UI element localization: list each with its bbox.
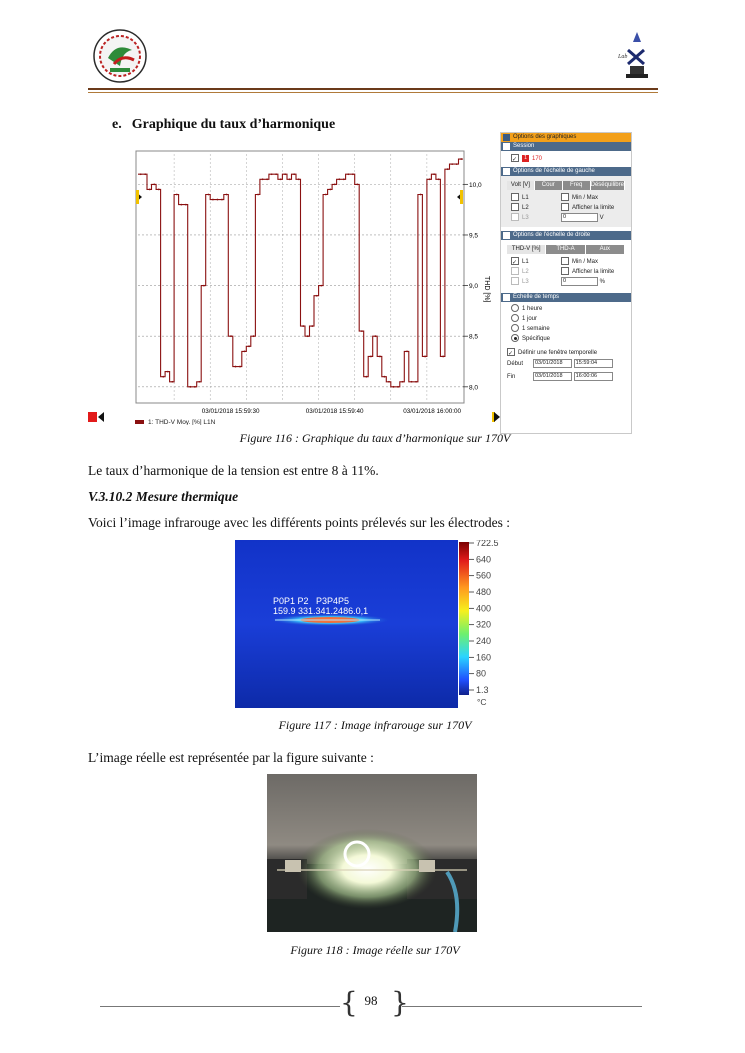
session-checkbox[interactable]: ✓ <box>511 154 519 162</box>
end-time-input[interactable]: 16:00:06 <box>574 372 613 381</box>
data-point <box>162 376 164 378</box>
data-point <box>298 178 300 180</box>
legend-swatch <box>135 420 144 424</box>
left-l3-row <box>501 213 631 223</box>
data-point <box>393 386 395 388</box>
section-title: Graphique du taux d’harmonique <box>131 117 336 132</box>
start-date-input[interactable]: 03/01/2018 <box>533 359 572 368</box>
left-limit-checkbox[interactable] <box>561 203 569 211</box>
thd-chart-svg <box>133 148 495 425</box>
footer-brace-left: { <box>340 986 358 1019</box>
right-l1-checkbox[interactable]: ✓ <box>511 257 519 265</box>
left-limit-input[interactable]: 0 <box>561 213 598 222</box>
left-l3-label: L3 <box>522 215 529 221</box>
left-l2-row <box>501 203 631 213</box>
left-l1-label: L1 <box>522 195 529 201</box>
data-point <box>194 386 196 388</box>
data-point <box>171 381 173 383</box>
data-point <box>185 204 187 206</box>
data-point <box>334 183 336 185</box>
data-point <box>293 173 295 175</box>
left-limit-label: Afficher la limite <box>572 205 615 211</box>
data-point <box>329 189 331 191</box>
time-scale-header-label: Échelle de temps <box>513 294 560 300</box>
right-l3-label: L3 <box>522 279 529 285</box>
data-point <box>149 189 151 191</box>
session-row[interactable]: ✓ 1 170 <box>512 154 543 164</box>
data-point <box>356 183 358 185</box>
data-point <box>384 376 386 378</box>
data-point <box>280 178 282 180</box>
right-l2-row <box>501 267 631 277</box>
scale-tick-label: 80 <box>476 668 487 679</box>
data-point <box>447 168 449 170</box>
right-scale-tabs <box>507 245 625 254</box>
data-point <box>375 335 377 337</box>
radio-hour[interactable] <box>511 304 519 312</box>
thd-chart <box>133 148 495 425</box>
data-point <box>460 158 462 160</box>
data-point <box>158 189 160 191</box>
left-minmax-label: Min / Max <box>572 195 599 201</box>
start-row <box>501 358 631 371</box>
scale-tick-label: 722.5 <box>476 540 499 548</box>
left-l2-label: L2 <box>522 205 529 211</box>
scale-tick-label: 240 <box>476 636 492 646</box>
right-scale-header-label: Options de l'échelle de droite <box>513 232 591 238</box>
data-point <box>167 371 169 373</box>
options-title-bar <box>501 133 631 142</box>
chart-scroll-right-icon[interactable] <box>492 409 500 419</box>
data-point <box>438 178 440 180</box>
tab-desequilibre[interactable]: Déséquilibre <box>590 182 624 188</box>
left-l1-row <box>501 193 631 203</box>
end-label: Fin <box>507 374 516 380</box>
start-time-input[interactable]: 15:59:04 <box>574 359 613 368</box>
data-point <box>307 335 309 337</box>
svg-text:Lab: Lab <box>618 54 628 60</box>
time-option-day-label: 1 jour <box>522 316 538 322</box>
radio-week[interactable] <box>511 324 519 332</box>
time-scale-header[interactable] <box>501 293 631 302</box>
data-point <box>176 194 178 196</box>
left-l3-checkbox[interactable] <box>511 213 519 221</box>
lab-logo <box>614 28 660 80</box>
section-label: e. <box>112 117 122 132</box>
scale-tick-label: 1.3 <box>476 685 489 695</box>
data-point <box>456 163 458 165</box>
data-point <box>352 173 354 175</box>
data-point <box>275 173 277 175</box>
left-scale-tabs <box>507 181 625 190</box>
footer-rule-left <box>100 1006 340 1007</box>
legend-entry: 1: THD-V Moy. [%] L1N <box>148 419 216 425</box>
time-option-hour[interactable] <box>501 304 631 314</box>
right-scale-header[interactable] <box>501 231 631 240</box>
data-point <box>433 173 435 175</box>
figure-116-caption: Figure 116 : Graphique du taux d’harmonique sur 170V <box>239 431 511 445</box>
left-l1-checkbox[interactable] <box>511 193 519 201</box>
data-point <box>217 199 219 201</box>
right-limit-checkbox[interactable] <box>561 267 569 275</box>
real-photo <box>267 774 477 932</box>
tab-thd-v[interactable]: THD-V [%] <box>507 245 546 254</box>
right-limit-input[interactable]: 0 <box>561 277 598 286</box>
scale-tick-label: 480 <box>476 587 492 597</box>
data-point <box>235 366 237 368</box>
data-point <box>239 366 241 368</box>
university-logo <box>92 28 148 84</box>
define-window-label: Définir une fenêtre temporelle <box>518 350 598 356</box>
header-rule-thin <box>88 92 658 93</box>
time-scale-body <box>501 302 631 386</box>
right-l2-checkbox[interactable] <box>511 267 519 275</box>
data-point <box>180 204 182 206</box>
scale-tick-label: 320 <box>476 619 492 630</box>
paragraph-thd: Le taux d’harmonique de la tension est entre 8 à 11%. <box>88 463 379 478</box>
data-point <box>420 194 422 196</box>
data-point <box>208 194 210 196</box>
data-point <box>284 173 286 175</box>
data-point <box>253 335 255 337</box>
time-option-day[interactable] <box>501 314 631 324</box>
right-l1-label: L1 <box>522 259 529 265</box>
data-point <box>140 173 142 175</box>
right-minmax-label: Min / Max <box>572 259 599 265</box>
data-point <box>271 173 273 175</box>
right-l2-label: L2 <box>522 269 529 275</box>
time-option-specific-label: Spécifique <box>522 336 551 342</box>
data-point <box>320 285 322 287</box>
y-tick-label: 9,0 <box>469 283 479 291</box>
y-tick-label: 9,5 <box>469 232 479 240</box>
paragraph-real-image: L’image réelle est représentée par la figure suivante : <box>88 750 374 765</box>
data-point <box>302 325 304 327</box>
time-option-week[interactable] <box>501 324 631 334</box>
data-point <box>402 381 404 383</box>
data-point <box>451 163 453 165</box>
data-point <box>262 178 264 180</box>
session-value: 170 <box>532 156 543 162</box>
header-rule <box>88 88 658 90</box>
data-point <box>325 194 327 196</box>
data-point <box>311 325 313 327</box>
data-point <box>198 381 200 383</box>
scale-tick-label: 400 <box>476 603 492 614</box>
right-scale-body <box>501 240 631 289</box>
data-point <box>316 295 318 297</box>
footer-brace-right: } <box>391 986 409 1019</box>
data-point <box>289 178 291 180</box>
left-scale-header[interactable] <box>501 167 631 176</box>
radio-specific[interactable] <box>511 334 519 342</box>
right-limit-unit: % <box>599 279 606 286</box>
session-header-label: Session <box>513 143 535 149</box>
right-l1-row <box>501 257 631 267</box>
data-point <box>244 350 246 352</box>
session-header[interactable] <box>501 142 631 151</box>
data-point <box>361 330 363 332</box>
infrared-color-scale <box>459 540 517 708</box>
data-point <box>153 183 155 185</box>
infrared-points-label: P0P1 P2 P3P4P5 <box>273 596 350 606</box>
define-window-checkbox[interactable]: ✓ <box>507 348 515 356</box>
infrared-image <box>235 540 458 708</box>
data-point <box>388 381 390 383</box>
data-point <box>347 173 349 175</box>
options-title: Options des graphiques <box>513 134 577 140</box>
radio-day[interactable] <box>511 314 519 322</box>
x-tick-label: 03/01/2018 16:00:00 <box>403 408 462 415</box>
data-point <box>230 335 232 337</box>
time-option-specific[interactable] <box>501 334 631 344</box>
x-tick-label: 03/01/2018 15:59:40 <box>305 408 364 415</box>
data-point <box>203 285 205 287</box>
graph-options-panel <box>500 132 632 434</box>
data-point <box>257 194 259 196</box>
data-point <box>248 345 250 347</box>
tab-aux[interactable]: Aux <box>586 245 625 254</box>
y-tick-label: 8,0 <box>469 384 479 392</box>
data-point <box>429 178 431 180</box>
right-limit-label: Afficher la limite <box>572 269 615 275</box>
time-option-week-label: 1 semaine <box>522 326 550 332</box>
tab-freq[interactable]: Freq <box>563 181 591 190</box>
section-heading <box>112 117 335 133</box>
infrared-values-label: 159.9 331.341.2486.0,1 <box>273 606 369 616</box>
x-tick-label: 03/01/2018 15:59:30 <box>201 408 260 415</box>
tab-volt[interactable]: Volt [V] <box>507 181 535 190</box>
y-tick-label: 10,0 <box>469 181 482 189</box>
tab-thd-a[interactable]: THD-A <box>546 245 585 254</box>
data-point <box>221 199 223 201</box>
data-point <box>266 178 268 180</box>
scale-tick-label: 640 <box>476 554 492 565</box>
data-point <box>415 381 417 383</box>
subsection-heading: V.3.10.2 Mesure thermique <box>88 489 239 504</box>
end-row <box>501 371 631 384</box>
footer-rule-right <box>402 1006 642 1007</box>
left-minmax-checkbox[interactable] <box>561 193 569 201</box>
chart-scroll-left-icon[interactable] <box>88 409 104 419</box>
figure-118-caption: Figure 118 : Image réelle sur 170V <box>290 943 460 957</box>
right-l3-row <box>501 277 631 287</box>
tab-cour[interactable]: Cour <box>535 181 563 190</box>
left-scale-header-label: Options de l'échelle de gauche <box>513 168 595 174</box>
y-axis-label: THD [%] <box>483 276 490 303</box>
infrared-unit: °C <box>477 697 487 707</box>
figure-117-caption: Figure 117 : Image infrarouge sur 170V <box>278 718 472 732</box>
data-point <box>411 381 413 383</box>
scale-tick-label: 560 <box>476 570 492 581</box>
start-label: Début <box>507 361 524 367</box>
data-point <box>212 199 214 201</box>
data-point <box>379 356 381 358</box>
left-limit-unit: V <box>599 215 604 222</box>
data-point <box>424 356 426 358</box>
data-point <box>442 356 444 358</box>
data-point <box>406 350 408 352</box>
paragraph-infrared-intro: Voici l’image infrarouge avec les différents points prélevés sur les électrodes : <box>88 515 510 530</box>
data-point <box>397 386 399 388</box>
data-point <box>189 386 191 388</box>
define-window-row[interactable] <box>501 348 631 358</box>
page-number: 98 <box>364 993 378 1008</box>
data-point <box>343 178 345 180</box>
right-l3-checkbox[interactable] <box>511 277 519 285</box>
left-scale-body <box>501 176 631 227</box>
data-point <box>226 194 228 196</box>
data-point <box>366 376 368 378</box>
end-date-input[interactable]: 03/01/2018 <box>533 372 572 381</box>
data-point <box>144 173 146 175</box>
time-option-hour-label: 1 heure <box>522 306 543 312</box>
right-minmax-checkbox[interactable] <box>561 257 569 265</box>
data-point <box>370 356 372 358</box>
y-tick-label: 8,5 <box>469 333 479 341</box>
scale-tick-label: 160 <box>476 652 492 663</box>
data-point <box>338 178 340 180</box>
left-l2-checkbox[interactable] <box>511 203 519 211</box>
